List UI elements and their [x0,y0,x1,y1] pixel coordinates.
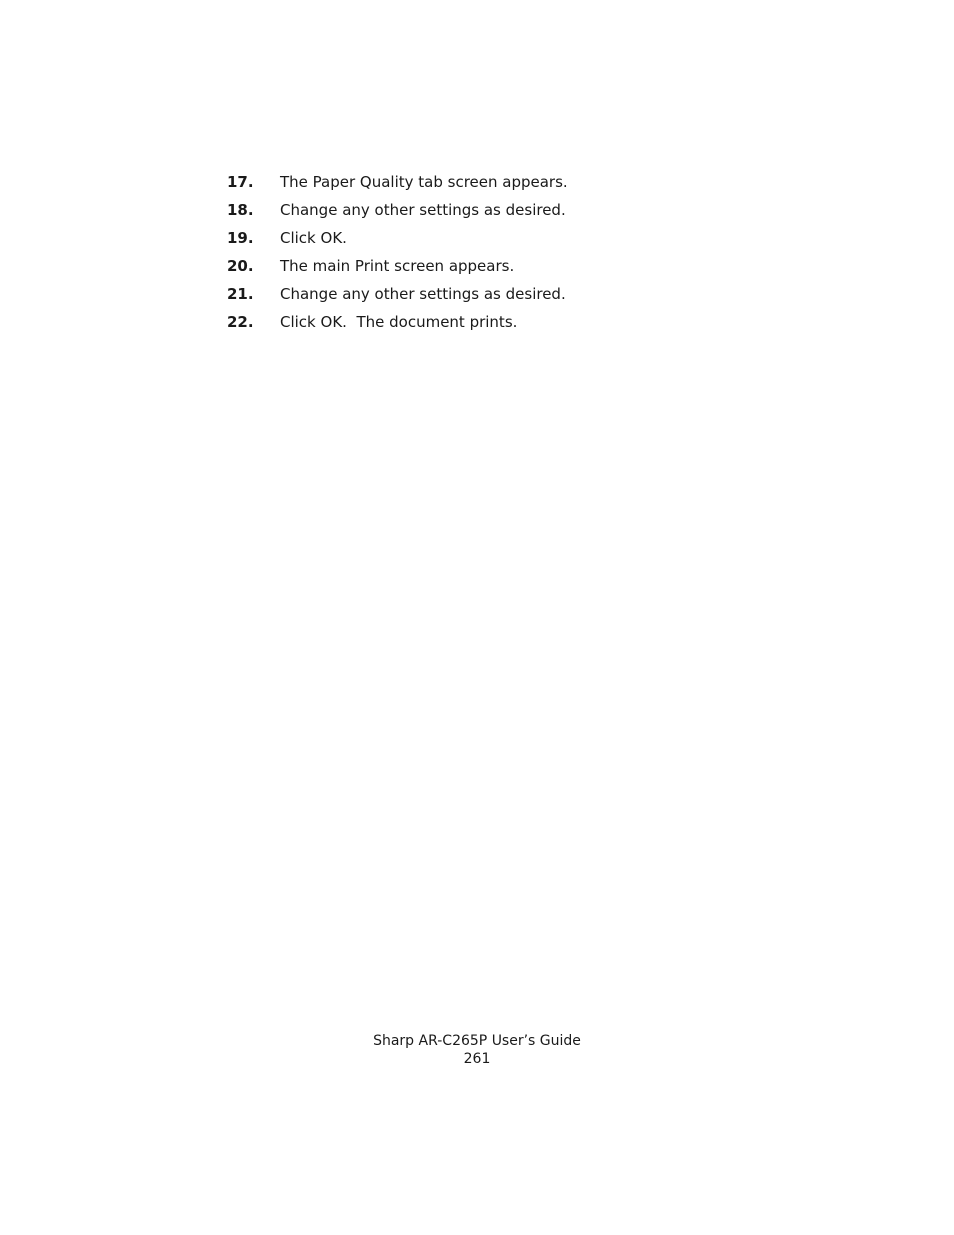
step-text: Click OK. The document prints. [280,313,518,331]
page-footer [0,1032,954,1068]
step-number: 19. [227,229,254,247]
step-number: 20. [227,257,254,275]
step-text: Change any other settings as desired. [280,285,566,303]
step-text: Change any other settings as desired. [280,201,566,219]
step-number: 22. [227,313,254,331]
step-text: The Paper Quality tab screen appears. [280,173,568,191]
step-item [227,310,568,338]
step-number: 21. [227,285,254,303]
step-number: 18. [227,201,254,219]
step-number: 17. [227,173,254,191]
step-item [227,226,568,254]
guide-title: Sharp AR-C265P User’s Guide [373,1033,581,1049]
step-item [227,282,568,310]
step-item [227,198,568,226]
page-number: 261 [463,1051,491,1067]
step-text: The main Print screen appears. [280,257,515,275]
step-text: Click OK. [280,229,347,247]
instruction-steps-list [227,170,568,338]
step-item [227,170,568,198]
step-item [227,254,568,282]
